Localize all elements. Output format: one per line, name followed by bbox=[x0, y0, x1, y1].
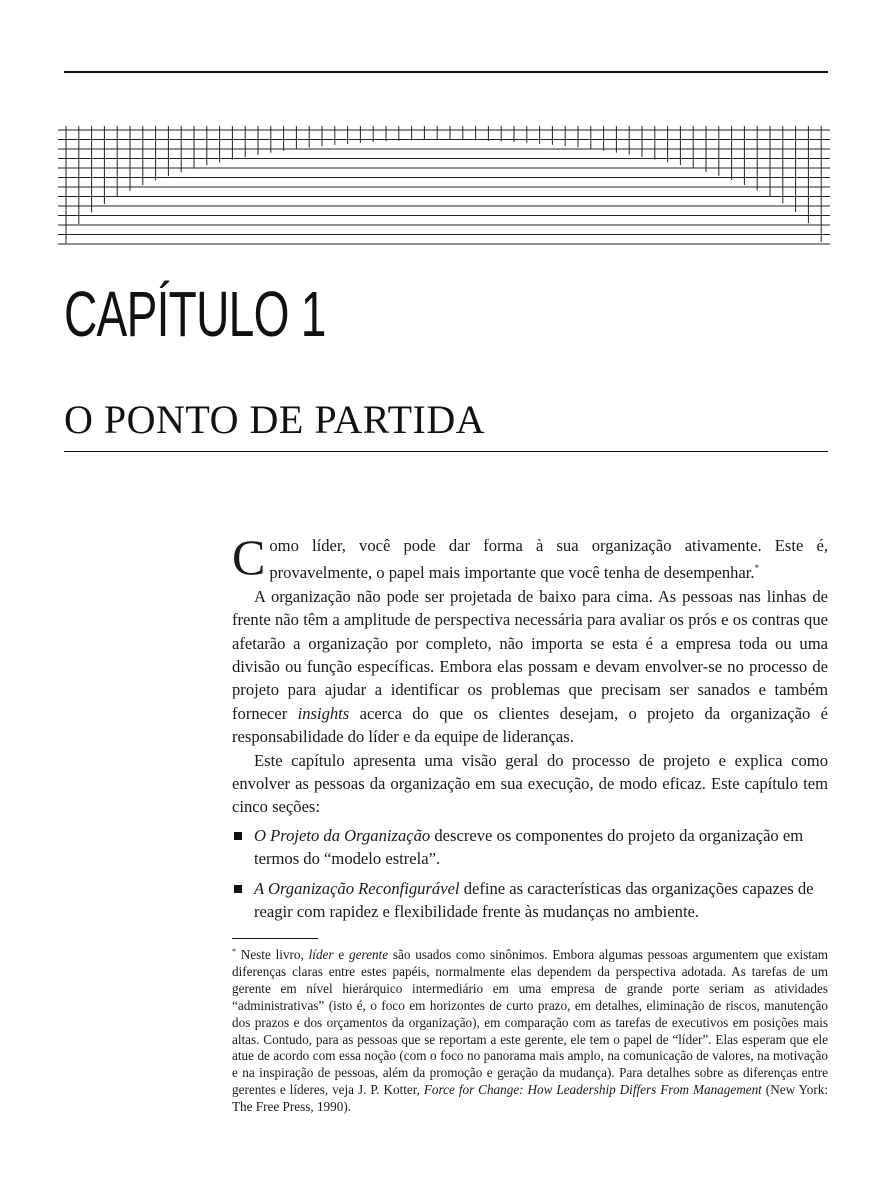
footnote-term-manager: gerente bbox=[349, 947, 389, 962]
paragraph-3: Este capítulo apresenta uma visão geral do processo de projeto e explica como envolver as pessoas da organização em sua execução, de modo eficaz. Este capítulo tem cinco seções: bbox=[232, 750, 828, 817]
footnote-term-leader: líder bbox=[308, 947, 334, 962]
footnote-text: (New York: The Free Press, 1990). bbox=[232, 1082, 828, 1115]
chapter-grid-ornament bbox=[58, 126, 830, 256]
list-item-title: O Projeto da Organização bbox=[254, 825, 431, 845]
body-text bbox=[232, 529, 828, 930]
list-item-title: A Organização Reconfigurável bbox=[254, 878, 460, 898]
title-rule bbox=[64, 451, 828, 452]
paragraph-2-text-b: acerca do que os clientes desejam, o projeto da organização é responsabilidade do líder e da equipe de lideranças. bbox=[232, 703, 828, 747]
intro-text: omo líder, você pode dar forma à sua organização ativamente. Este é, provavelmente, o papel mais importante que você tenha de desempenhar. bbox=[269, 536, 828, 583]
footnote-text: Neste livro, bbox=[236, 947, 309, 962]
list-item-text: descreve os componentes do projeto da organização em termos do “modelo estrela”. bbox=[254, 825, 804, 869]
square-bullet-icon bbox=[234, 832, 242, 840]
footnote-text: são usados como sinônimos. Embora algumas pessoas argumentem que existam diferenças claras entre estes papéis, normalmente elas dependem da perspectiva adotada. As tarefas de um gerente em nível hierárquico intermediário em uma empresa de grande porte seriam as atividades “administrativas” (isto é, o foco em horizontes de curto prazo, em detalhes, eliminação de riscos, manutenção dos prazos e dos orçamentos da organização), em comparação com as tarefas de executivos em posições mais altas. Contudo, para as pessoas que se reportam a este gerente, ele tem o papel de “líder”. Elas esperam que ele atue de acordo com essa noção (com o foco no panorama mais amplo, na comunicação de valores, na motivação e na inspiração de pessoas, além da promoção e geração da mudança). Para detalhes sobre as diferenças entre gerentes e líderes, veja J. P. Kotter, bbox=[232, 947, 829, 1098]
section-list bbox=[232, 824, 828, 924]
list-item-text: define as características das organizações capazes de reagir com rapidez e flexibilidade frente às mudanças no ambiente. bbox=[254, 878, 814, 922]
insights-term: insights bbox=[297, 703, 350, 723]
footnote-mark: * bbox=[232, 947, 236, 956]
paragraph-2 bbox=[232, 585, 828, 749]
footnote-reference[interactable]: * bbox=[754, 563, 760, 574]
chapter-label: CAPÍTULO 1 bbox=[64, 278, 326, 350]
list-item bbox=[232, 824, 828, 871]
paragraph-intro bbox=[232, 529, 828, 585]
footnote-text: e bbox=[333, 947, 349, 962]
paragraph-2-text-a: A organização não pode ser projetada de baixo para cima. As pessoas nas linhas de frente não têm a amplitude de perspectiva necessária para avaliar os prós e os contras que afetarão a organização por completo, não importa se esta é a empresa toda ou uma divisão ou função específicas. Embora elas possam e devam envolver-se no processo de projeto para ajudar a identificar os problemas que precisam ser sanados e também fornecer bbox=[232, 586, 828, 723]
list-item bbox=[232, 877, 828, 924]
top-rule bbox=[64, 71, 828, 73]
chapter-title: O PONTO DE PARTIDA bbox=[64, 397, 486, 442]
drop-cap: C bbox=[232, 529, 266, 585]
footnote bbox=[232, 944, 828, 1116]
footnote-book-title: Force for Change: How Leadership Differs From Management bbox=[423, 1082, 762, 1098]
square-bullet-icon bbox=[234, 885, 242, 893]
footnote-rule bbox=[232, 938, 318, 939]
